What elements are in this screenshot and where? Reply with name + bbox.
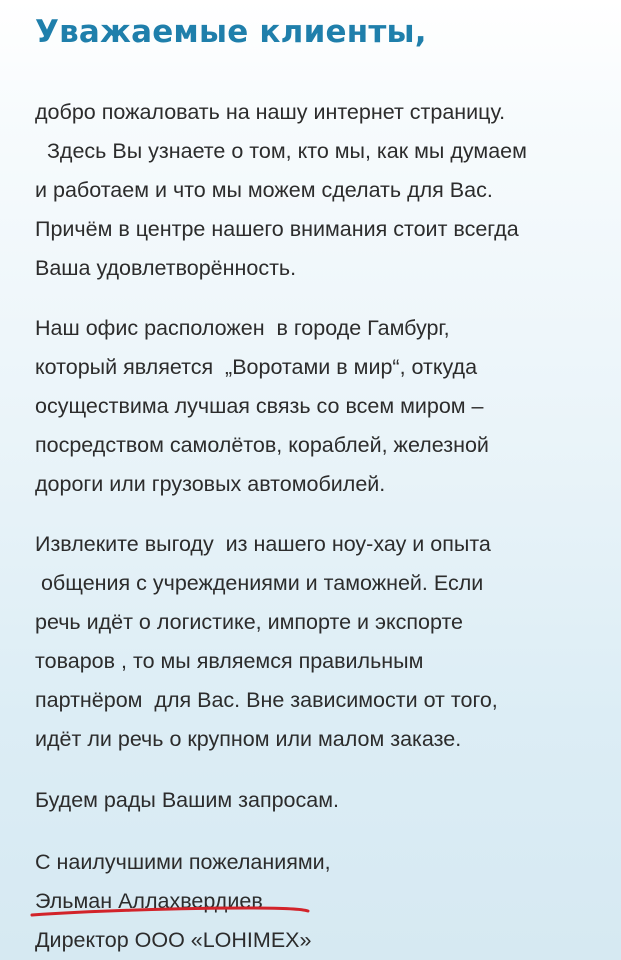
paragraph-line: Извлеките выгоду из нашего ноу-хау и опыта [35, 532, 491, 556]
paragraph-line: партнёром для Вас. Вне зависимости от того, [35, 688, 498, 712]
paragraph-line: посредством самолётов, кораблей, железной [35, 433, 489, 457]
signature-greeting: С наилучшими пожеланиями, [35, 850, 331, 874]
underline-stroke [32, 908, 308, 915]
letter-title: Уважаемые клиенты, [35, 14, 427, 50]
paragraph-line: дороги или грузовых автомобилей. [35, 472, 386, 496]
paragraph-line: общения с учреждениями и таможней. Если [35, 571, 484, 595]
paragraph-line: Наш офис расположен в городе Гамбург, [35, 316, 450, 340]
paragraph-closing [35, 781, 339, 820]
paragraph-expertise [35, 525, 498, 759]
paragraph-line: Здесь Вы узнаете о том, кто мы, как мы думаем [35, 139, 527, 163]
paragraph-line: Причём в центре нашего внимания стоит всегда [35, 217, 519, 241]
paragraph-welcome [35, 93, 527, 288]
paragraph-line: товаров , то мы являемся правильным [35, 649, 424, 673]
signature-position: Директор ООО «LOHIMEX» [35, 928, 312, 952]
red-underline-mark [0, 895, 340, 925]
paragraph-office [35, 309, 489, 504]
closing-text: Будем рады Вашим запросам. [35, 788, 339, 812]
paragraph-line: идёт ли речь о крупном или малом заказе. [35, 727, 462, 751]
signature-name: Эльман Аллахвердиев [35, 889, 263, 913]
paragraph-line: осуществима лучшая связь со всем миром – [35, 394, 484, 418]
paragraph-line: Ваша удовлетворённость. [35, 256, 297, 280]
paragraph-line: который является „Воротами в мир“, откуда [35, 355, 478, 379]
paragraph-line: речь идёт о логистике, импорте и экспорте [35, 610, 464, 634]
paragraph-line: добро пожаловать на нашу интернет страницу. [35, 100, 506, 124]
paragraph-line: и работаем и что мы можем сделать для Вас. [35, 178, 493, 202]
